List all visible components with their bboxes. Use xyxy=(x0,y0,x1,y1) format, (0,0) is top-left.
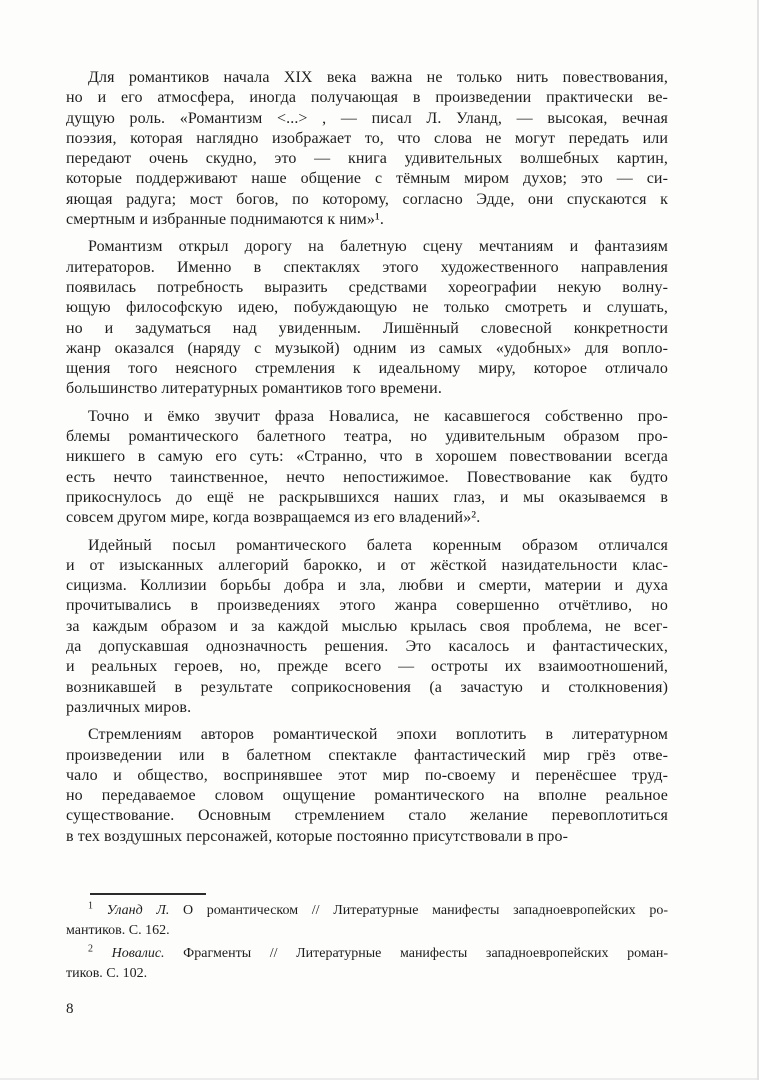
text-line: и реальных героев, но, прежде всего — остроты их взаимоотношений, xyxy=(66,658,668,676)
text-line: есть нечто таинственное, нечто непостижимое. Повествование как будто xyxy=(66,468,668,486)
text-line: да допускавшая однозначность решения. Это касалось и фантастических, xyxy=(66,638,668,656)
footnote-second-line: тиков. С. 102. xyxy=(66,965,148,981)
text-line: яющая радуга; мост богов, по которому, согласно Эдде, они спускаются к xyxy=(66,190,668,208)
text-line: поэзия, которая наглядно изображает то, что слова не могут передать или xyxy=(66,129,668,147)
text-line: и от изысканных аллегорий барокко, и от жёсткой назидательности клас- xyxy=(66,556,668,574)
text-line: возникавшей в результате соприкосновения (а зачастую и столкновения) xyxy=(66,678,668,696)
text-line: блемы романтического балетного театра, но удивительным образом про- xyxy=(66,428,668,446)
text-line: сицизма. Коллизии борьбы добра и зла, любви и смерти, материи и духа xyxy=(66,577,668,595)
footnote-marker: 2 xyxy=(88,943,93,955)
paragraph xyxy=(66,68,668,230)
text-line: произведении или в балетном спектакле фантастический мир грёз отве- xyxy=(66,746,668,764)
text-line: чало и общество, воспринявшее этот мир по-своему и перенёсшее труд- xyxy=(66,766,668,784)
footnote-first-line xyxy=(66,944,668,964)
text-line: за каждым образом и за каждой мыслью крылась своя проблема, не всег- xyxy=(66,617,668,635)
text-line: ющую философскую идею, побуждающую не только смотреть и слушать, xyxy=(66,299,668,317)
footnote-marker: 1 xyxy=(88,900,93,912)
text-line: дущую роль. «Романтизм <...> , — писал Л. Уланд, — высокая, вечная xyxy=(66,109,668,127)
text-line: появилась потребность выразить средствами хореографии некую волну- xyxy=(66,278,668,296)
text-line: Стремлениям авторов романтической эпохи воплотить в литературном xyxy=(88,726,668,744)
text-line: Идейный посыл романтического балета коренным образом отличался xyxy=(88,536,668,554)
footnotes xyxy=(66,901,668,984)
text-line: существование. Основным стремлением стало желание перевоплотиться xyxy=(66,807,668,825)
text-line: Точно и ёмко звучит фраза Новалиса, не касавшегося собственно про- xyxy=(88,407,668,425)
text-line: литераторов. Именно в спектаклях этого художественного направления xyxy=(66,258,668,276)
footnote-text: Фрагменты // Литературные манифесты западноевропейских роман- xyxy=(183,945,668,961)
text-line: но и задуматься над увиденным. Лишённый словесной конкретности xyxy=(66,319,668,337)
paragraph xyxy=(66,407,668,529)
text-line: большинство литературных романтиков того времени. xyxy=(66,380,442,398)
text-line: совсем другом мире, когда возвращаемся из его владений»². xyxy=(66,509,481,527)
footnote xyxy=(66,944,668,984)
text-line: щения того неясного стремления к идеальному миру, которое отличало xyxy=(66,360,668,378)
paragraph xyxy=(66,725,668,847)
text-line: Романтизм открыл дорогу на балетную сцену мечтаниям и фантазиям xyxy=(88,238,668,256)
footnote-second-line: мантиков. С. 162. xyxy=(66,922,170,938)
text-line: в тех воздушных персонажей, которые постоянно присутствовали в про- xyxy=(66,827,569,845)
footnote xyxy=(66,901,668,941)
footnote-separator xyxy=(90,893,206,895)
text-line: прочитывались в произведениях этого жанра совершенно отчётливо, но xyxy=(66,597,668,615)
text-line: передают очень скудно, это — книга удивительных волшебных картин, xyxy=(66,150,668,168)
footnote-author: Уланд Л. xyxy=(106,902,170,918)
text-line: жанр оказался (наряду с музыкой) одним из самых «удобных» для вопло- xyxy=(66,339,668,357)
text-line: прикоснулось до ещё не раскрывшихся наших глаз, и мы оказываемся в xyxy=(66,488,668,506)
text-line: но и его атмосфера, иногда получающая в произведении практически ве- xyxy=(66,89,668,107)
footnote-author: Новалис. xyxy=(111,945,165,961)
text-line: но передаваемое словом ощущение романтического на вполне реальное xyxy=(66,787,668,805)
text-line: смертным и избранные поднимаются к ним»¹. xyxy=(66,211,385,229)
text-line: никшего в самую его суть: «Странно, что в хорошем повествовании всегда xyxy=(66,448,668,466)
text-line: различных миров. xyxy=(66,698,192,716)
body-text xyxy=(66,68,668,847)
footnote-first-line xyxy=(66,901,668,921)
page-number: 8 xyxy=(66,1000,74,1017)
text-line: которые поддерживают наше общение с тёмным миром духов; это — си- xyxy=(66,170,668,188)
paragraph xyxy=(66,237,668,399)
text-line: Для романтиков начала XIX века важна не только нить повествования, xyxy=(88,69,668,86)
paragraph xyxy=(66,536,668,719)
footnote-text: О романтическом // Литературные манифесты западноевропейских ро- xyxy=(183,902,669,918)
